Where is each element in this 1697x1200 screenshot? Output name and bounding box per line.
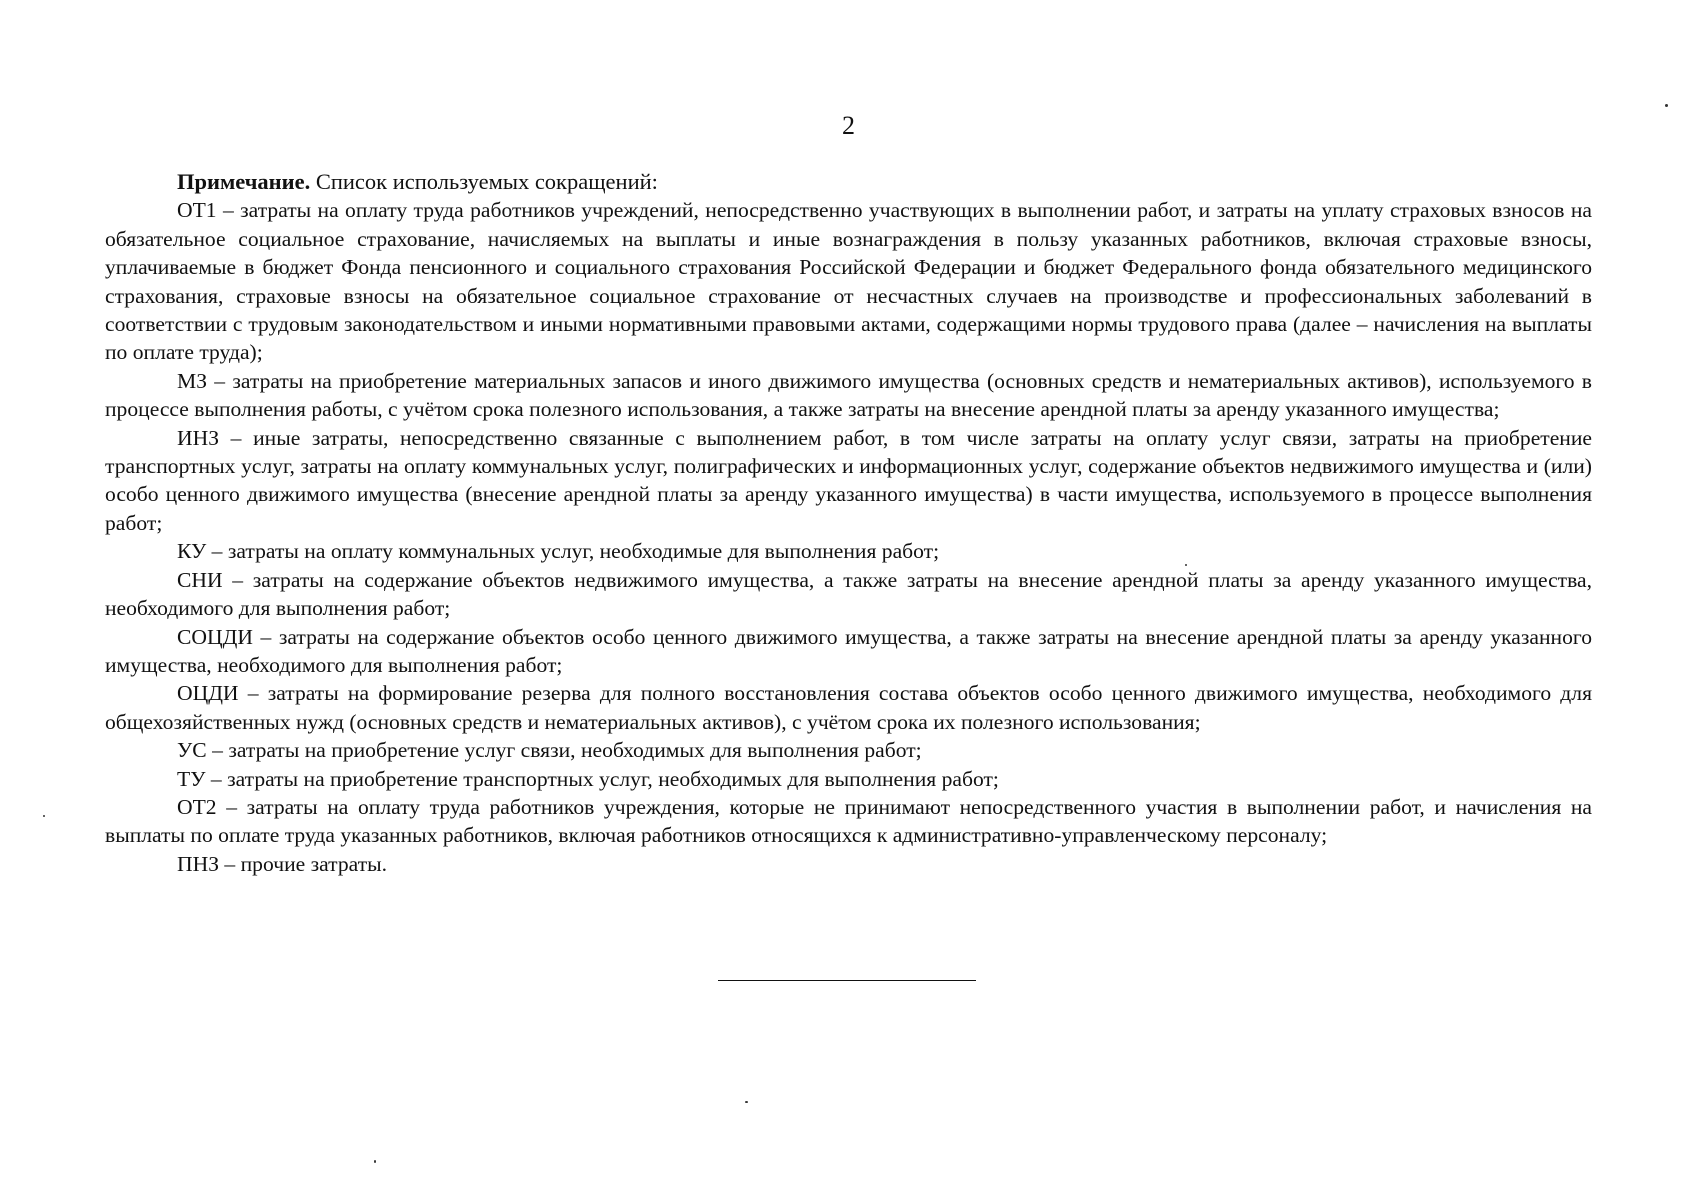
definition-ot2: ОТ2 – затраты на оплату труда работников учреждения, которые не принимают непосредственного участия в выполнении работ, и начисления на выплаты по оплате труда указанных работников, включая работников относящихся к административно-управленческому персоналу; (105, 794, 1592, 848)
definition-text: прочие затраты. (240, 851, 388, 876)
definition-pnz: ПНЗ – прочие затраты. (177, 851, 388, 876)
definition-abbr: ТУ (177, 766, 206, 791)
definition-text: затраты на оплату труда работников учреждений, непосредственно участвующих в выполнении работ, и затраты на уплату страховых взносов на обязательное социальное страхование, начисляемых на выплаты и иные вознаграждения в пользу указанных работников, включая страховые взносы, уплачиваемые в бюджет Фонда пенсионного и социального страхования Российской Федерации и бюджет Федерального фонда обязательного медицинского страхования, страховые взносы на обязательное социальное страхование от несчастных случаев на производстве и профессиональных заболеваний в соответствии с трудовым законодательством и иными нормативными правовыми актами, содержащими нормы трудового права (далее – начисления на выплаты по оплате труда); (105, 198, 1592, 365)
definition-text: затраты на содержание объектов особо ценного движимого имущества, а также затраты на внесение арендной платы за аренду указанного имущества, необходимого для выполнения работ; (105, 624, 1593, 677)
definition-abbr: СОЦДИ (177, 624, 253, 649)
definition-abbr: ОТ1 (177, 198, 217, 223)
definition-ot1: ОТ1 – затраты на оплату труда работников учреждений, непосредственно участвующих в выполнении работ, и затраты на уплату страховых взносов на обязательное социальное страхование, начисляемых на выплаты и иные вознаграждения в пользу указанных работников, включая страховые взносы, уплачиваемые в бюджет Фонда пенсионного и социального страхования Российской Федерации и бюджет Федерального фонда обязательного медицинского страхования, страховые взносы на обязательное социальное страхование от несчастных случаев на производстве и профессиональных заболеваний в соответствии с трудовым законодательством и иными нормативными правовыми актами, содержащими нормы трудового права (далее – начисления на выплаты по оплате труда); (105, 198, 1592, 365)
definition-abbr: ПНЗ (177, 851, 220, 876)
definition-abbr: МЗ (177, 368, 208, 393)
scan-speck (745, 1101, 748, 1103)
scan-speck (43, 815, 45, 817)
note-subtitle: Список используемых сокращений: (315, 169, 658, 194)
definition-text: затраты на оплату труда работников учреждения, которые не принимают непосредственного участия в выполнении работ, и начисления на выплаты по оплате труда указанных работников, включая работников относящихся к административно-управленческому персоналу; (105, 794, 1592, 848)
definition-text: затраты на приобретение услуг связи, необходимых для выполнения работ; (228, 738, 922, 763)
definition-abbr: ОЦДИ (177, 681, 239, 706)
definition-ocdi: ОЦДИ – затраты на формирование резерва для полного восстановления состава объектов особо ценного движимого имущества, необходимого для общехозяйственных нужд (основных средств и нематериальных активов), с учётом срока их полезного использования; (105, 681, 1593, 734)
scan-speck (1185, 564, 1187, 566)
definition-text: иные затраты, непосредственно связанные с выполнением работ, в том числе затраты на оплату услуг связи, затраты на приобретение транспортных услуг, затраты на оплату коммунальных услуг, полиграфических и информационных услуг, содержание объектов недвижимого имущества и (или) особо ценного движимого имущества (внесение арендной платы за аренду указанного имущества) в части имущества, используемого в процессе выполнения работ; (105, 425, 1592, 535)
definition-abbr: КУ (177, 539, 207, 564)
definition-mz: МЗ – затраты на приобретение материальных запасов и иного движимого имущества (основных средств и нематериальных активов), используемого в процессе выполнения работы, с учётом срока полезного использования, а также затраты на внесение арендной платы за аренду указанного имущества; (105, 368, 1593, 422)
definition-text: затраты на формирование резерва для полного восстановления состава объектов особо ценного движимого имущества, необходимого для общехозяйственных нужд (основных средств и нематериальных активов), с учётом срока их полезного использования; (105, 681, 1593, 734)
note-heading (105, 168, 1592, 196)
definition-text: затраты на содержание объектов недвижимого имущества, а также затраты на внесение арендной платы за аренду указанного имущества, необходимого для выполнения работ; (105, 567, 1593, 621)
definition-abbr: УС (177, 738, 207, 763)
definition-ku: КУ – затраты на оплату коммунальных услуг, необходимые для выполнения работ; (177, 539, 940, 564)
scan-speck (374, 1160, 376, 1163)
definition-text: затраты на приобретение транспортных услуг, необходимых для выполнения работ; (227, 766, 999, 791)
definition-abbr: ИНЗ (177, 425, 220, 450)
page-number: 2 (842, 111, 855, 140)
definition-sni: СНИ – затраты на содержание объектов недвижимого имущества, а также затраты на внесение арендной платы за аренду указанного имущества, необходимого для выполнения работ; (105, 567, 1593, 621)
definition-abbr: СНИ (177, 567, 223, 592)
definition-text: затраты на оплату коммунальных услуг, необходимые для выполнения работ; (227, 539, 940, 564)
definition-tu: ТУ – затраты на приобретение транспортных услуг, необходимых для выполнения работ; (177, 766, 999, 791)
closing-rule (718, 980, 976, 981)
scan-speck (1665, 104, 1668, 107)
abbreviations-note (105, 168, 1592, 878)
definition-text: затраты на приобретение материальных запасов и иного движимого имущества (основных средств и нематериальных активов), используемого в процессе выполнения работы, с учётом срока полезного использования, а также затраты на внесение арендной платы за аренду указанного имущества; (105, 368, 1593, 422)
definition-socdi: СОЦДИ – затраты на содержание объектов особо ценного движимого имущества, а также затраты на внесение арендной платы за аренду указанного имущества, необходимого для выполнения работ; (105, 624, 1593, 677)
definition-us: УС – затраты на приобретение услуг связи, необходимых для выполнения работ; (177, 738, 922, 763)
note-title: Примечание. (177, 169, 311, 194)
definition-abbr: ОТ2 (177, 794, 217, 819)
definition-inz: ИНЗ – иные затраты, непосредственно связанные с выполнением работ, в том числе затраты на оплату услуг связи, затраты на приобретение транспортных услуг, затраты на оплату коммунальных услуг, полиграфических и информационных услуг, содержание объектов недвижимого имущества и (или) особо ценного движимого имущества (внесение арендной платы за аренду указанного имущества) в части имущества, используемого в процессе выполнения работ; (105, 425, 1592, 535)
